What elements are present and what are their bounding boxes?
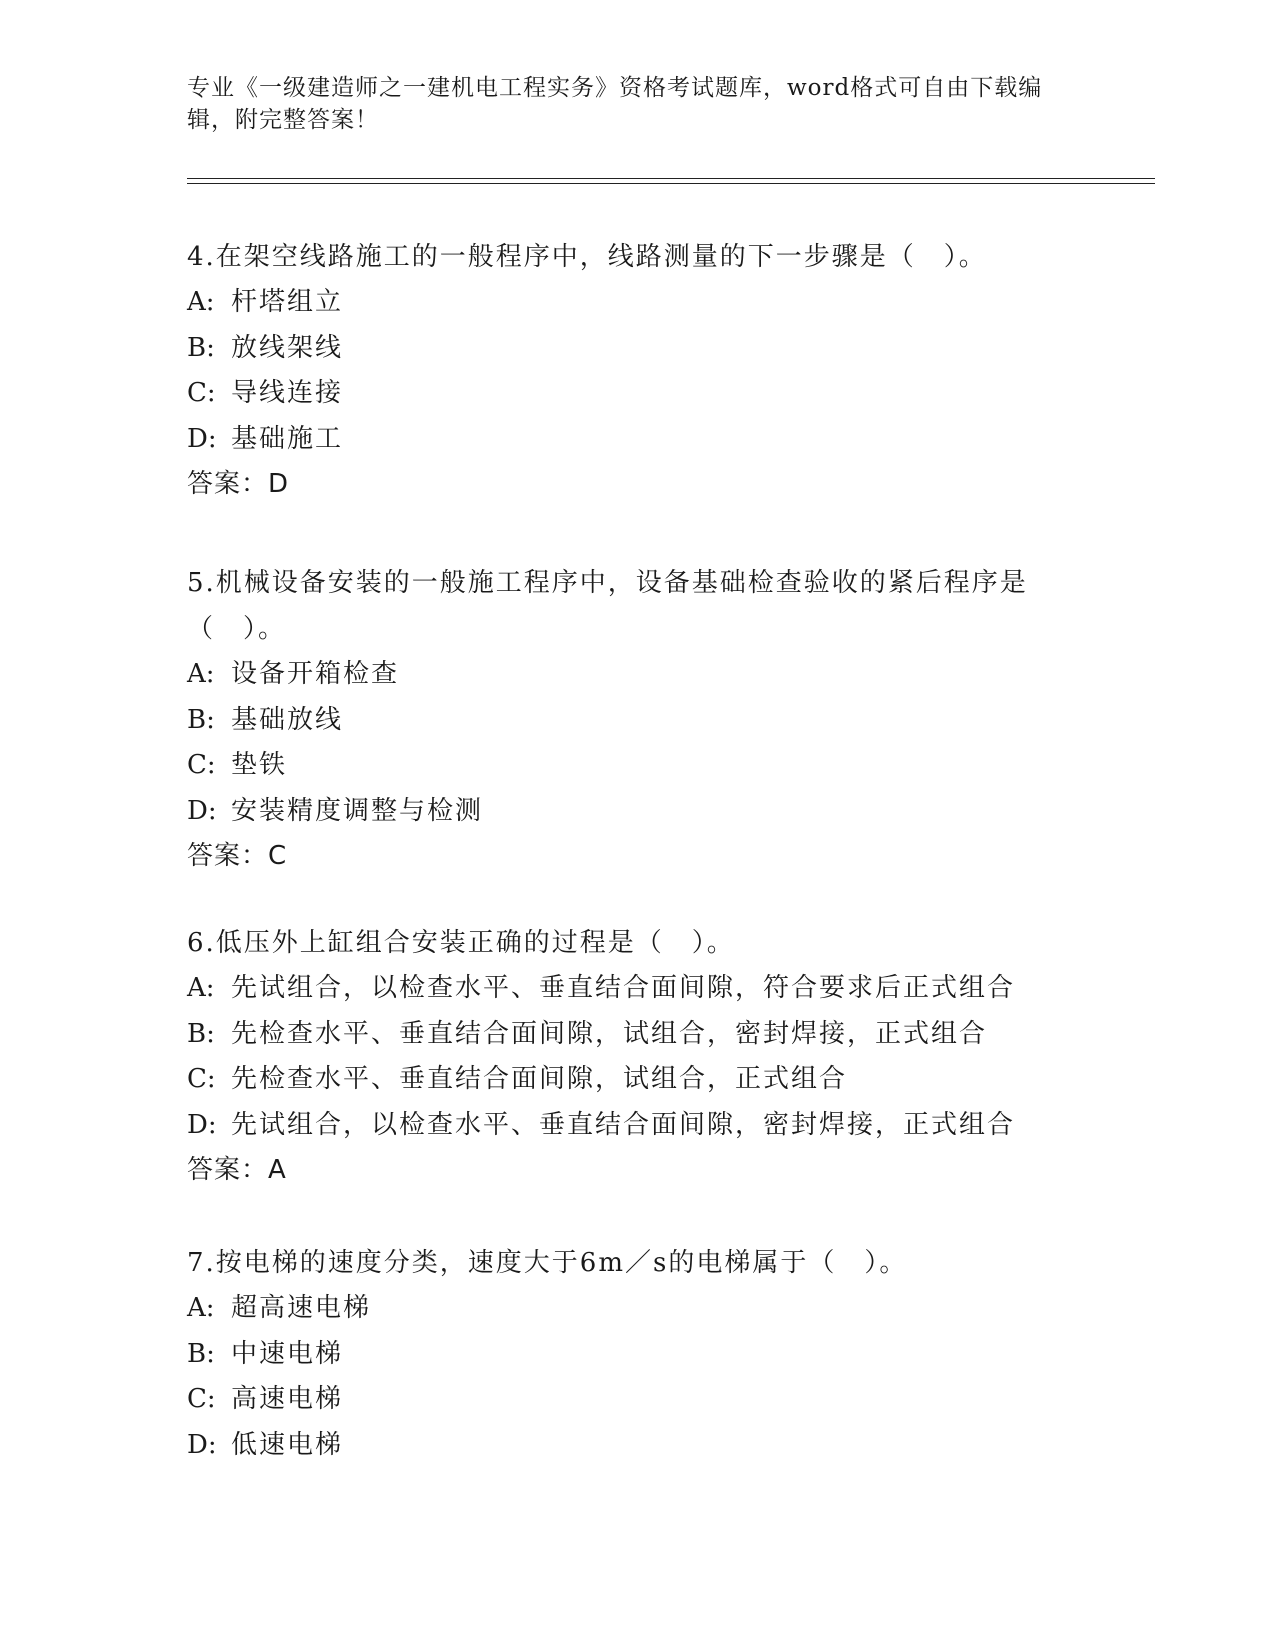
option-d: [187, 1103, 1087, 1149]
option-letter: D:: [187, 795, 217, 826]
option-text: 基础放线: [231, 704, 344, 735]
option-c: [187, 1377, 1087, 1423]
document-header: 专业《一级建造师之一建机电工程实务》资格考试题库，word格式可自由下载编辑，附完整答案！: [187, 75, 1043, 133]
option-text: 先试组合，以检查水平、垂直结合面间隙，密封焊接，正式组合: [231, 1109, 1016, 1140]
option-text: 放线架线: [231, 332, 344, 363]
question-stem: 7.按电梯的速度分类，速度大于6m／s的电梯属于（ ）。: [187, 1248, 908, 1278]
option-c: [187, 743, 1087, 789]
option-text: 先检查水平、垂直结合面间隙，试组合，密封焊接，正式组合: [231, 1018, 988, 1049]
question-5: [187, 560, 1087, 880]
option-letter: C:: [187, 750, 216, 780]
option-c: [187, 1057, 1087, 1103]
option-letter: C:: [187, 378, 216, 408]
answer-line: 答案：A: [187, 1155, 287, 1185]
option-text: 杆塔组立: [231, 287, 344, 317]
header-divider-top: [187, 178, 1155, 179]
question-6: [187, 920, 1087, 1194]
option-letter: B:: [187, 704, 215, 735]
option-letter: A:: [187, 659, 215, 689]
option-b: [187, 1332, 1087, 1378]
option-letter: A:: [187, 1293, 215, 1323]
question-7: [187, 1240, 1087, 1468]
option-a: [187, 1286, 1087, 1332]
option-letter: A:: [187, 287, 215, 317]
option-text: 超高速电梯: [231, 1293, 372, 1323]
option-a: [187, 280, 1087, 326]
option-letter: B:: [187, 1338, 215, 1369]
option-text: 中速电梯: [231, 1338, 344, 1369]
option-letter: D:: [187, 1109, 217, 1140]
option-d: [187, 417, 1087, 463]
answer-line: 答案：D: [187, 469, 290, 499]
option-letter: D:: [187, 1429, 217, 1460]
option-text: 基础施工: [231, 423, 344, 454]
option-text: 安装精度调整与检测: [231, 795, 484, 826]
option-text: 导线连接: [231, 378, 344, 408]
option-b: [187, 1012, 1087, 1058]
option-c: [187, 371, 1087, 417]
option-text: 设备开箱检查: [231, 659, 400, 689]
option-b: [187, 698, 1087, 744]
option-letter: A:: [187, 973, 215, 1003]
option-b: [187, 326, 1087, 372]
option-text: 高速电梯: [231, 1384, 344, 1414]
option-d: [187, 789, 1087, 835]
option-a: [187, 966, 1087, 1012]
question-stem: 6.低压外上缸组合安装正确的过程是（ ）。: [187, 928, 735, 958]
question-4: [187, 234, 1087, 508]
option-text: 垫铁: [231, 750, 288, 780]
option-letter: C:: [187, 1064, 216, 1094]
answer-line: 答案：C: [187, 841, 288, 871]
header-divider-bottom: [187, 183, 1155, 184]
option-letter: D:: [187, 423, 217, 454]
option-text: 先检查水平、垂直结合面间隙，试组合，正式组合: [231, 1064, 848, 1094]
option-text: 先试组合，以检查水平、垂直结合面间隙，符合要求后正式组合: [231, 973, 1016, 1003]
question-stem: 5.机械设备安装的一般施工程序中，设备基础检查验收的紧后程序是（ ）。: [187, 568, 1028, 644]
option-letter: B:: [187, 1018, 215, 1049]
question-stem: 4.在架空线路施工的一般程序中，线路测量的下一步骤是（ ）。: [187, 242, 987, 272]
option-a: [187, 652, 1087, 698]
option-text: 低速电梯: [231, 1429, 344, 1460]
option-letter: B:: [187, 332, 215, 363]
option-d: [187, 1423, 1087, 1469]
option-letter: C:: [187, 1384, 216, 1414]
